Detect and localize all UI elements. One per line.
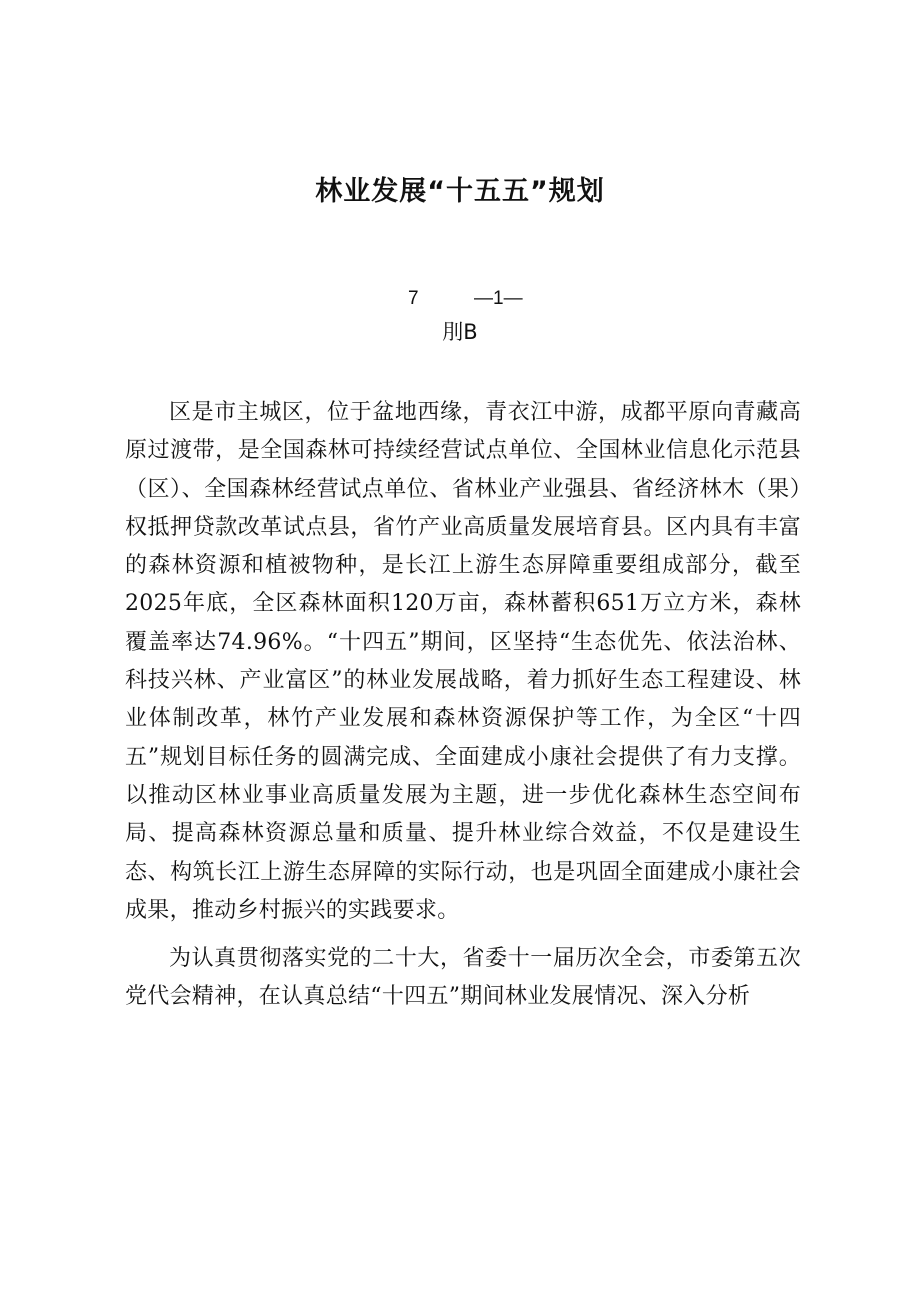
paragraph-1: 区是市主城区，位于盆地西缘，青衣江中游，成都平原向青藏高原过渡带，是全国森林可持续经营试点单位、全国林业信息化示范县（区）、全国森林经营试点单位、省林业产业强县、省经济林木（果）权抵押贷款改革试点县，省竹产业高质量发展培育县。区内具有丰富的森林资源和植被物种，是长江上游生态屏障重要组成部分，截至2025年底，全区森林面积120万亩，森林蓄积651万立方米，森林覆盖率达74.96%。“十四五”期间，区坚持“生态优先、依法治林、科技兴林、产业富区”的林业发展战略，着力抓好生态工程建设、林业体制改革，林竹产业发展和森林资源保护等工作，为全区“十四五”规划目标任务的圆满完成、全面建成小康社会提供了有力支撑。以推动区林业事业高质量发展为主题，进一步优化森林生态空间布局、提高森林资源总量和质量、提升林业综合效益，不仅是建设生态、构筑长江上游生态屏障的实际行动，也是巩固全面建成小康社会成果，推动乡村振兴的实践要求。 <box>125 400 801 923</box>
page-marker-left: 7 <box>408 288 419 309</box>
page-number: —1— <box>474 288 523 309</box>
section-heading: 刖B <box>442 320 478 344</box>
body-text <box>125 394 801 1017</box>
paragraph-2: 为认真贯彻落实党的二十大，省委十一届历次全会，市委第五次党代会精神，在认真总结“十四五”期间林业发展情况、深入分析 <box>125 946 801 1010</box>
document-title: 林业发展“十五五”规划 <box>315 176 605 207</box>
page-number-row <box>0 286 920 312</box>
